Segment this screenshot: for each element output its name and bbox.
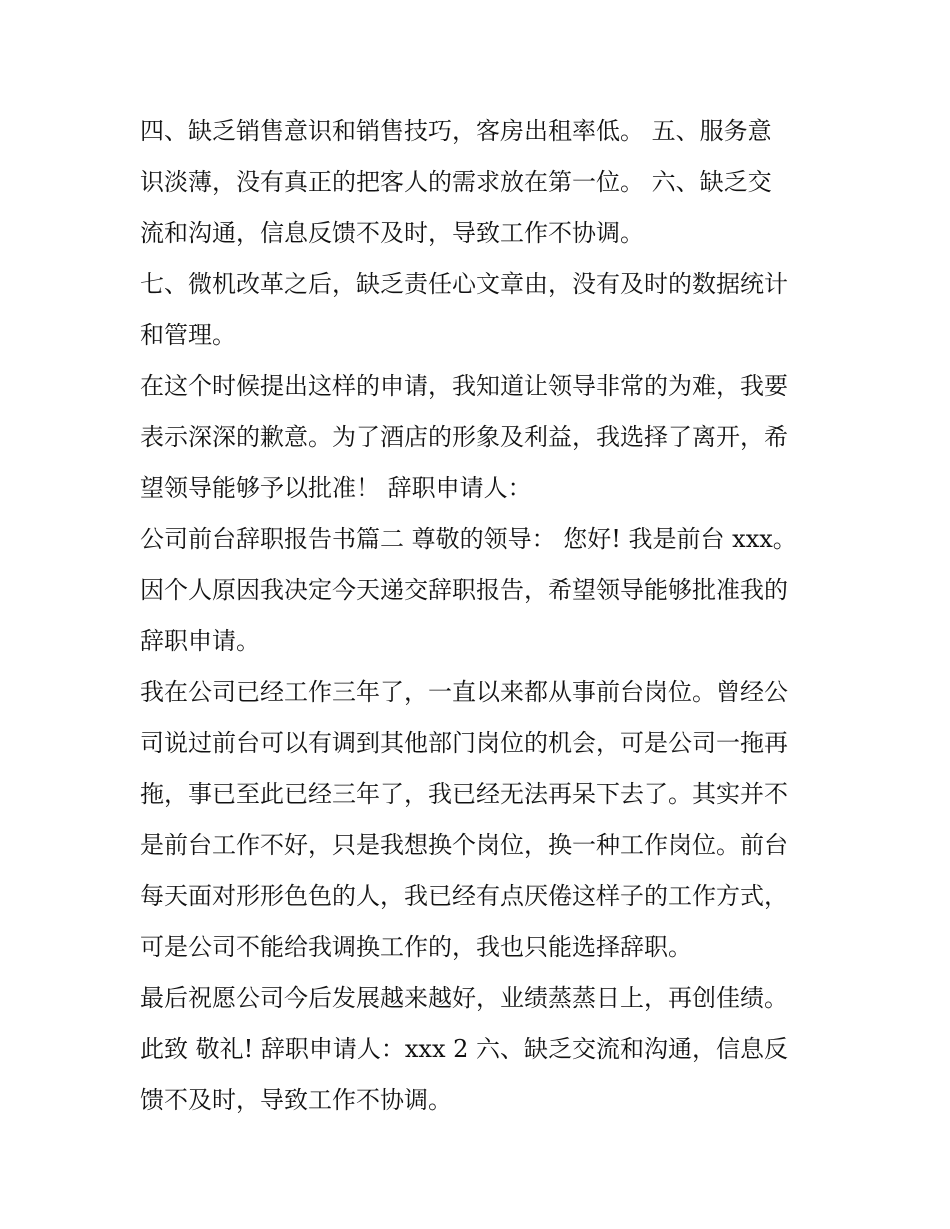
text-line: 可是公司不能给我调换工作的，我也只能选择辞职。 (140, 933, 692, 961)
paragraph-closing (140, 973, 812, 1126)
text-line: 最后祝愿公司今后发展越来越好，业绩蒸蒸日上，再创佳绩。 (140, 984, 788, 1012)
paragraph-apology (140, 361, 812, 514)
document-body (140, 106, 812, 1126)
text-line: 馈不及时，导致工作不协调。 (140, 1086, 452, 1114)
text-line: 望领导能够予以批准！ 辞职申请人： (140, 474, 532, 502)
text-line: 四、缺乏销售意识和销售技巧，客房出租率低。 五、服务意 (140, 117, 772, 145)
text-line: 此致 敬礼! 辞职申请人：xxx 2 六、缺乏交流和沟通，信息反 (140, 1035, 789, 1063)
paragraph-issue-seven (140, 259, 812, 361)
text-line: 司说过前台可以有调到其他部门岗位的机会，可是公司一拖再 (140, 729, 788, 757)
text-line: 和管理。 (140, 321, 236, 349)
text-line: 我在公司已经工作三年了，一直以来都从事前台岗位。曾经公 (140, 678, 788, 706)
text-line: 表示深深的歉意。为了酒店的形象及利益，我选择了离开，希 (140, 423, 788, 451)
text-line: 每天面对形形色色的人，我已经有点厌倦这样子的工作方式， (140, 882, 788, 910)
text-line: 公司前台辞职报告书篇二 尊敬的领导： 您好! 我是前台 xxx。 (140, 525, 797, 553)
text-line: 在这个时候提出这样的申请，我知道让领导非常的为难，我要 (140, 372, 788, 400)
text-line: 识淡薄，没有真正的把客人的需求放在第一位。 六、缺乏交 (140, 168, 772, 196)
text-line: 因个人原因我决定今天递交辞职报告，希望领导能够批准我的 (140, 576, 788, 604)
text-line: 七、微机改革之后，缺乏责任心文章由，没有及时的数据统计 (140, 270, 788, 298)
text-line: 流和沟通，信息反馈不及时，导致工作不协调。 (140, 219, 644, 247)
paragraph-issues-four-to-six (140, 106, 812, 259)
paragraph-reason (140, 667, 812, 973)
text-line: 辞职申请。 (140, 627, 260, 655)
text-line: 拖，事已至此已经三年了，我已经无法再呆下去了。其实并不 (140, 780, 788, 808)
paragraph-letter-two-opening (140, 514, 812, 667)
text-line: 是前台工作不好，只是我想换个岗位，换一种工作岗位。前台 (140, 831, 788, 859)
